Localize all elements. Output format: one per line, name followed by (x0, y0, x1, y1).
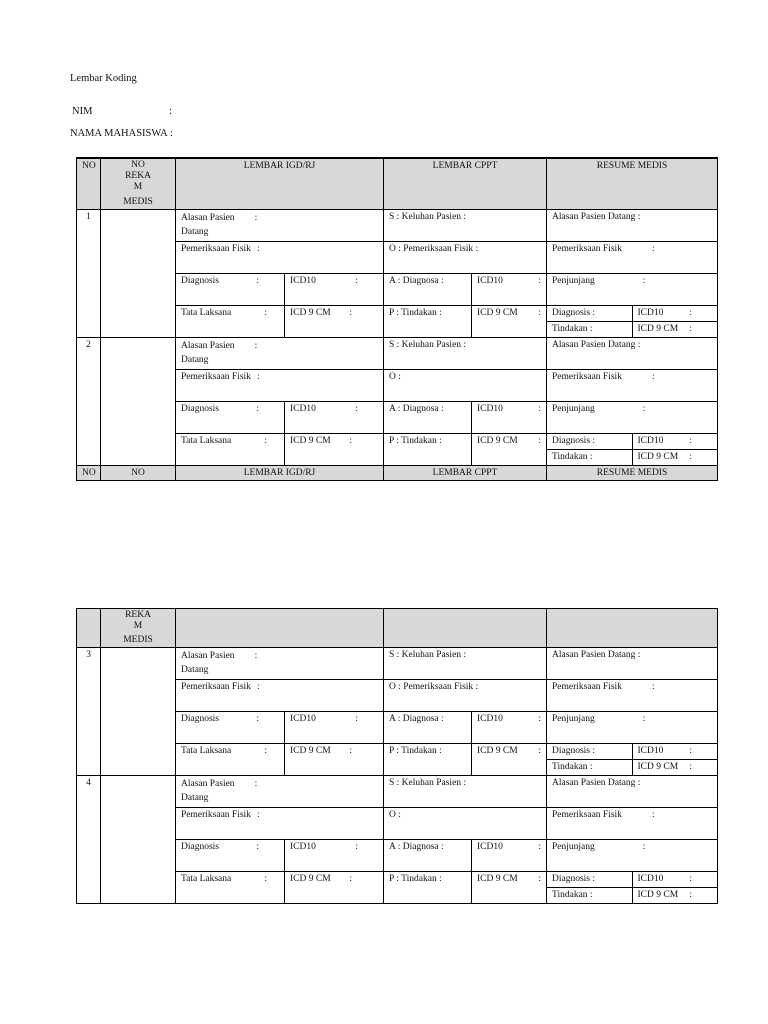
field-colon: : (689, 762, 692, 772)
diagnosis-field[interactable] (176, 712, 285, 744)
cppt-icd10-field[interactable] (472, 840, 547, 872)
alasan-pasien-datang-field[interactable] (176, 338, 384, 370)
header-line: NO (131, 160, 145, 170)
table-footer-row (77, 466, 718, 481)
cppt-pemeriksaan-field[interactable]: O : (384, 808, 547, 840)
cppt-pemeriksaan-field[interactable]: O : (384, 370, 547, 402)
tata-laksana-field[interactable] (176, 306, 285, 338)
field-colon: : (349, 308, 352, 318)
field-colon: : (256, 404, 259, 414)
resume-icd10-field[interactable] (632, 744, 717, 760)
resume-alasan-field[interactable]: Alasan Pasien Datang : (547, 338, 718, 370)
col-resume-header: RESUME MEDIS (547, 158, 718, 210)
field-label: Alasan Pasien (181, 213, 235, 223)
resume-icd10-field[interactable] (632, 434, 717, 450)
field-colon: : (254, 651, 258, 661)
field-label: Pemeriksaan Fisik (552, 682, 622, 692)
field-colon: : (355, 714, 358, 724)
field-label: Alasan Pasien (181, 341, 235, 351)
field-label: Datang (181, 227, 209, 237)
field-colon: : (651, 810, 655, 820)
diagnosis-field[interactable] (176, 274, 285, 306)
field-colon: : (689, 452, 693, 462)
resume-diagnosis-field[interactable]: Diagnosis : (547, 744, 632, 760)
resume-tindakan-field[interactable]: Tindakan : (547, 450, 632, 466)
field-colon: : (355, 842, 358, 852)
field-label: ICD10 (477, 714, 503, 724)
field-colon: : (651, 682, 655, 692)
alasan-pasien-datang-field[interactable] (176, 776, 384, 808)
field-colon: : (642, 276, 646, 286)
field-label: Pemeriksaan Fisik (552, 244, 622, 254)
table-row (77, 338, 718, 370)
resume-icd10-field[interactable] (632, 306, 717, 322)
field-colon: : (689, 324, 693, 334)
resume-penjunjang-field[interactable] (547, 274, 718, 306)
row-number: 1 (77, 210, 101, 338)
resume-alasan-field[interactable]: Alasan Pasien Datang : (547, 776, 718, 808)
alasan-pasien-datang-field[interactable] (176, 648, 384, 680)
nim-colon: : (169, 106, 172, 117)
field-colon: : (256, 842, 259, 852)
header-line: M (133, 621, 143, 631)
nim-label: NIM (72, 106, 93, 117)
field-label: ICD10 (290, 842, 316, 852)
field-label: Pemeriksaan Fisik (181, 810, 251, 820)
field-colon: : (642, 842, 646, 852)
resume-diagnosis-field[interactable]: Diagnosis : (547, 872, 632, 888)
header-line: M (133, 182, 143, 192)
field-label: Pemeriksaan Fisik (552, 372, 622, 382)
field-label: Penjunjang (552, 404, 595, 414)
field-colon: : (538, 714, 541, 724)
field-colon: : (256, 244, 260, 254)
nama-mahasiswa-label: NAMA MAHASISWA (70, 128, 168, 139)
field-label: ICD 9 CM (637, 324, 679, 334)
field-label: Diagnosis (181, 276, 219, 286)
resume-pemeriksaan-field[interactable] (547, 680, 718, 712)
resume-coding-block (547, 744, 718, 776)
resume-penjunjang-field[interactable] (547, 712, 718, 744)
cppt-icd9cm-field[interactable] (472, 434, 547, 466)
alasan-pasien-datang-field[interactable] (176, 210, 384, 242)
field-label: Diagnosis (181, 714, 219, 724)
cppt-pemeriksaan-field[interactable]: O : Pemeriksaan Fisik : (384, 242, 547, 274)
field-label: Diagnosis (181, 842, 219, 852)
col-igd-header: LEMBAR IGD/RJ (176, 158, 384, 210)
field-label: Tata Laksana (181, 874, 232, 884)
header-line: REKA (125, 171, 151, 181)
icd9cm-field[interactable] (285, 434, 384, 466)
header-line: MEDIS (123, 197, 153, 207)
resume-icd9cm-field[interactable] (632, 760, 717, 776)
tata-laksana-field[interactable] (176, 872, 285, 904)
field-colon: : (689, 890, 692, 900)
no-rekam-medis-cell[interactable] (101, 338, 176, 466)
col-resume-footer: RESUME MEDIS (547, 466, 718, 481)
tata-laksana-field[interactable] (176, 744, 285, 776)
resume-diagnosis-field[interactable]: Diagnosis : (547, 434, 632, 450)
col-no-footer: NO (77, 466, 101, 481)
field-label: Penjunjang (552, 276, 595, 286)
field-colon: : (689, 746, 692, 756)
field-label: ICD 9 CM (637, 452, 679, 462)
cppt-icd10-field[interactable] (472, 274, 547, 306)
field-label: ICD10 (290, 276, 316, 286)
cppt-tindakan-field[interactable]: P : Tindakan : (384, 744, 472, 776)
field-label: Pemeriksaan Fisik (552, 810, 622, 820)
field-colon: : (689, 308, 693, 318)
field-colon: : (256, 682, 260, 692)
field-colon: : (538, 746, 541, 756)
icd10-field[interactable] (285, 274, 384, 306)
field-colon: : (538, 436, 542, 446)
field-label: Tata Laksana (181, 746, 232, 756)
field-colon: : (538, 874, 541, 884)
field-label: ICD 9 CM (290, 308, 331, 318)
resume-pemeriksaan-field[interactable] (547, 808, 718, 840)
page-title: Lembar Koding (70, 73, 137, 84)
icd10-field[interactable] (285, 840, 384, 872)
col-no-header (77, 609, 101, 648)
cppt-tindakan-field[interactable]: P : Tindakan : (384, 872, 472, 904)
cppt-pemeriksaan-field[interactable]: O : Pemeriksaan Fisik : (384, 680, 547, 712)
field-colon: : (689, 874, 692, 884)
field-label: ICD10 (637, 308, 664, 318)
table-header-row (77, 609, 718, 648)
field-label: ICD10 (637, 746, 664, 756)
cppt-keluhan-field[interactable]: S : Keluhan Pasien : (384, 776, 547, 808)
field-colon: : (254, 213, 258, 223)
field-label: ICD10 (290, 404, 316, 414)
field-label: ICD10 (477, 842, 503, 852)
resume-penjunjang-field[interactable] (547, 402, 718, 434)
no-rekam-medis-cell[interactable] (101, 776, 176, 904)
header-line: REKA (125, 610, 151, 620)
field-label: Penjunjang (552, 714, 595, 724)
field-label: Alasan Pasien (181, 779, 235, 789)
field-colon: : (651, 244, 655, 254)
field-colon: : (254, 779, 258, 789)
col-rekam-medis-header (101, 609, 176, 648)
resume-tindakan-field[interactable]: Tindakan : (547, 322, 632, 338)
field-colon: : (355, 404, 358, 414)
field-label: ICD10 (637, 436, 664, 446)
field-label: ICD 9 CM (637, 762, 679, 772)
resume-alasan-field[interactable]: Alasan Pasien Datang : (547, 648, 718, 680)
field-label: ICD 9 CM (637, 890, 679, 900)
resume-tindakan-field[interactable]: Tindakan : (547, 888, 632, 904)
resume-icd9cm-field[interactable] (632, 888, 717, 904)
table-row (77, 776, 718, 808)
field-label: ICD 9 CM (477, 436, 518, 446)
cppt-diagnosa-field[interactable]: A : Diagnosa : (384, 274, 472, 306)
field-label: Datang (181, 355, 209, 365)
table-row (77, 210, 718, 242)
coding-table-2 (76, 608, 718, 904)
field-label: ICD10 (290, 714, 316, 724)
field-colon: : (349, 436, 352, 446)
field-colon: : (642, 404, 646, 414)
resume-coding-block (547, 306, 718, 338)
field-label: Tata Laksana (181, 436, 232, 446)
field-label: Penjunjang (552, 842, 595, 852)
col-cppt-header: LEMBAR CPPT (384, 158, 547, 210)
icd9cm-field[interactable] (285, 306, 384, 338)
field-label: Pemeriksaan Fisik (181, 372, 251, 382)
field-colon: : (689, 436, 693, 446)
table-row (77, 648, 718, 680)
field-label: ICD 9 CM (290, 874, 331, 884)
cppt-keluhan-field[interactable]: S : Keluhan Pasien : (384, 648, 547, 680)
nama-colon: : (170, 128, 173, 139)
cppt-keluhan-field[interactable]: S : Keluhan Pasien : (384, 338, 547, 370)
field-colon: : (256, 714, 259, 724)
header-line: MEDIS (123, 635, 153, 645)
field-label: ICD 9 CM (477, 746, 518, 756)
col-igd-footer: LEMBAR IGD/RJ (176, 466, 384, 481)
field-label: Datang (181, 665, 209, 675)
field-colon: : (538, 308, 542, 318)
resume-alasan-field[interactable]: Alasan Pasien Datang : (547, 210, 718, 242)
field-label: ICD 9 CM (477, 874, 518, 884)
pemeriksaan-fisik-field[interactable] (176, 242, 384, 274)
tata-laksana-field[interactable] (176, 434, 285, 466)
field-label: ICD10 (477, 404, 503, 414)
no-rekam-medis-cell[interactable] (101, 210, 176, 338)
coding-table-1 (76, 157, 718, 481)
diagnosis-field[interactable] (176, 840, 285, 872)
resume-pemeriksaan-field[interactable] (547, 242, 718, 274)
col-no-rekam-medis-header (101, 158, 176, 210)
pemeriksaan-fisik-field[interactable] (176, 808, 384, 840)
col-no-header: NO (77, 158, 101, 210)
cppt-icd9cm-field[interactable] (472, 872, 547, 904)
cppt-icd9cm-field[interactable] (472, 306, 547, 338)
field-colon: : (264, 874, 267, 884)
cppt-tindakan-field[interactable]: P : Tindakan : (384, 434, 472, 466)
col-cppt-footer: LEMBAR CPPT (384, 466, 547, 481)
field-colon: : (651, 372, 655, 382)
resume-coding-block (547, 872, 718, 904)
col-resume-header (547, 609, 718, 648)
field-label: Pemeriksaan Fisik (181, 244, 251, 254)
field-colon: : (264, 746, 267, 756)
cppt-icd10-field[interactable] (472, 712, 547, 744)
col-no-rekam-footer: NO (101, 466, 176, 481)
field-colon: : (349, 746, 352, 756)
field-label: ICD10 (637, 874, 664, 884)
field-colon: : (349, 874, 352, 884)
col-cppt-header (384, 609, 547, 648)
table-header-row (77, 158, 718, 210)
resume-coding-block (547, 434, 718, 466)
cppt-keluhan-field[interactable]: S : Keluhan Pasien : (384, 210, 547, 242)
row-number: 2 (77, 338, 101, 466)
field-colon: : (256, 276, 259, 286)
pemeriksaan-fisik-field[interactable] (176, 370, 384, 402)
field-label: Pemeriksaan Fisik (181, 682, 251, 692)
row-number: 4 (77, 776, 101, 904)
field-label: Datang (181, 793, 209, 803)
resume-diagnosis-field[interactable]: Diagnosis : (547, 306, 632, 322)
cppt-diagnosa-field[interactable]: A : Diagnosa : (384, 840, 472, 872)
cppt-icd9cm-field[interactable] (472, 744, 547, 776)
field-label: Alasan Pasien (181, 651, 235, 661)
field-colon: : (538, 404, 542, 414)
resume-tindakan-field[interactable]: Tindakan : (547, 760, 632, 776)
field-colon: : (264, 308, 267, 318)
col-igd-header (176, 609, 384, 648)
row-number: 3 (77, 648, 101, 776)
icd10-field[interactable] (285, 712, 384, 744)
resume-icd10-field[interactable] (632, 872, 717, 888)
field-label: Tata Laksana (181, 308, 232, 318)
field-label: Diagnosis (181, 404, 219, 414)
field-colon: : (538, 276, 542, 286)
field-colon: : (256, 372, 260, 382)
diagnosis-field[interactable] (176, 402, 285, 434)
field-colon: : (355, 276, 358, 286)
field-label: ICD 9 CM (290, 436, 331, 446)
field-colon: : (256, 810, 260, 820)
field-colon: : (264, 436, 267, 446)
field-label: ICD 9 CM (290, 746, 331, 756)
icd9cm-field[interactable] (285, 744, 384, 776)
field-colon: : (538, 842, 541, 852)
pemeriksaan-fisik-field[interactable] (176, 680, 384, 712)
resume-penjunjang-field[interactable] (547, 840, 718, 872)
field-label: ICD10 (477, 276, 503, 286)
resume-icd9cm-field[interactable] (632, 450, 717, 466)
cppt-tindakan-field[interactable]: P : Tindakan : (384, 306, 472, 338)
icd10-field[interactable] (285, 402, 384, 434)
resume-pemeriksaan-field[interactable] (547, 370, 718, 402)
icd9cm-field[interactable] (285, 872, 384, 904)
field-colon: : (254, 341, 258, 351)
cppt-diagnosa-field[interactable]: A : Diagnosa : (384, 402, 472, 434)
no-rekam-medis-cell[interactable] (101, 648, 176, 776)
cppt-icd10-field[interactable] (472, 402, 547, 434)
field-colon: : (642, 714, 646, 724)
resume-icd9cm-field[interactable] (632, 322, 717, 338)
field-label: ICD 9 CM (477, 308, 518, 318)
cppt-diagnosa-field[interactable]: A : Diagnosa : (384, 712, 472, 744)
